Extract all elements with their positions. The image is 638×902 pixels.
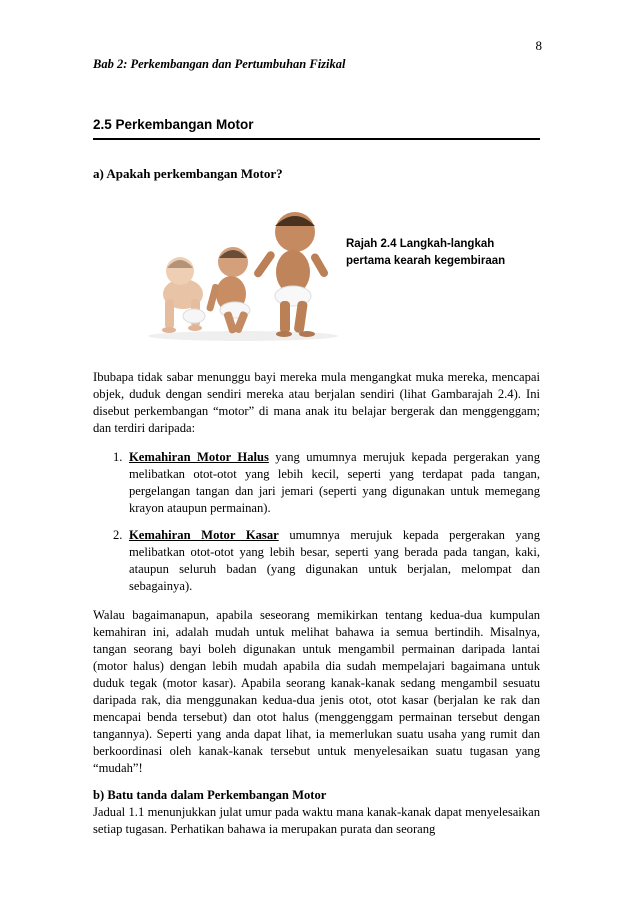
list-term: Kemahiran Motor Kasar: [129, 528, 279, 542]
subsection-b-paragraph: Jadual 1.1 menunjukkan julat umur pada waktu mana kanak-kanak dapat menyelesaikan setiap tugasan. Perhatikan bahawa ia merupakan purata dan seorang: [93, 805, 540, 836]
page-number: 8: [535, 38, 542, 53]
list-text: umumnya merujuk kepada pergerakan yang melibatkan otot-otot yang lebih besar, seperti yang berada pada tangan, kaki, ataupun seluruh badan (yang digunakan untuk berjalan, melompat dan sebagainya).: [129, 528, 540, 593]
overlap-paragraph: Walau bagaimanapun, apabila seseorang memikirkan tentang kedua-dua kumpulan kemahiran ini, adalah mudah untuk melihat bahawa ia semua bertindih. Misalnya, tangan seorang bayi boleh digunakan untuk mengambil permainan daripada lantai (motor halus) dengan lebih mudah apabila dia sudah mempelajari bagaimana untuk duduk tegak (motor kasar). Apabila seorang kanak-kanak sedang mengambil sesuatu daripada rak, dia menggunakan kedua-dua jenis otot, otot kasar (berjalan ke rak dan mencapai benda tersebut) dan otot halus (menggenggam permainan tersebut dengan tangannya). Seperti yang anda dapat lihat, ia memerlukan suatu usaha yang rumit dan berkoordinasi oleh kanak-kanak tersebut untuk menyelesaikan suatu tugasan yang “mudah”!: [93, 608, 540, 775]
list-term: Kemahiran Motor Halus: [129, 450, 269, 464]
babies-figure: [143, 186, 343, 344]
list-item: [93, 527, 540, 595]
list-item: [93, 449, 540, 517]
section-title: 2.5 Perkembangan Motor: [93, 117, 254, 132]
intro-paragraph: Ibubapa tidak sabar menunggu bayi mereka mula mengangkat muka mereka, mencapai objek, duduk dengan sendiri mereka atau berjalan sendiri (lihat Gambarajah 2.4). Ini disebut perkembangan “motor” di mana anak itu belajar bergerak dan menggenggam; dan terdiri daripada:: [93, 370, 540, 435]
figure-caption: Rajah 2.4 Langkah-langkah pertama kearah kegembiraan: [346, 238, 506, 267]
body-content: [93, 369, 540, 838]
list-text: yang umumnya merujuk kepada pergerakan yang melibatkan otot-otot yang lebih kecil, seperti yang terdapat pada tangan, pergelangan tangan dan jari jemari (seperti yang digunakan untuk memegang krayon ataupun permainan).: [129, 450, 540, 515]
chapter-header: Bab 2: Perkembangan dan Pertumbuhan Fizikal: [93, 57, 346, 71]
list-number: 2.: [113, 528, 123, 542]
motor-skills-list: [93, 449, 540, 595]
section-rule: [93, 138, 540, 140]
subsection-a-title: a) Apakah perkembangan Motor?: [93, 166, 283, 181]
list-number: 1.: [113, 450, 123, 464]
subsection-b-title: b) Batu tanda dalam Perkembangan Motor: [93, 788, 327, 802]
